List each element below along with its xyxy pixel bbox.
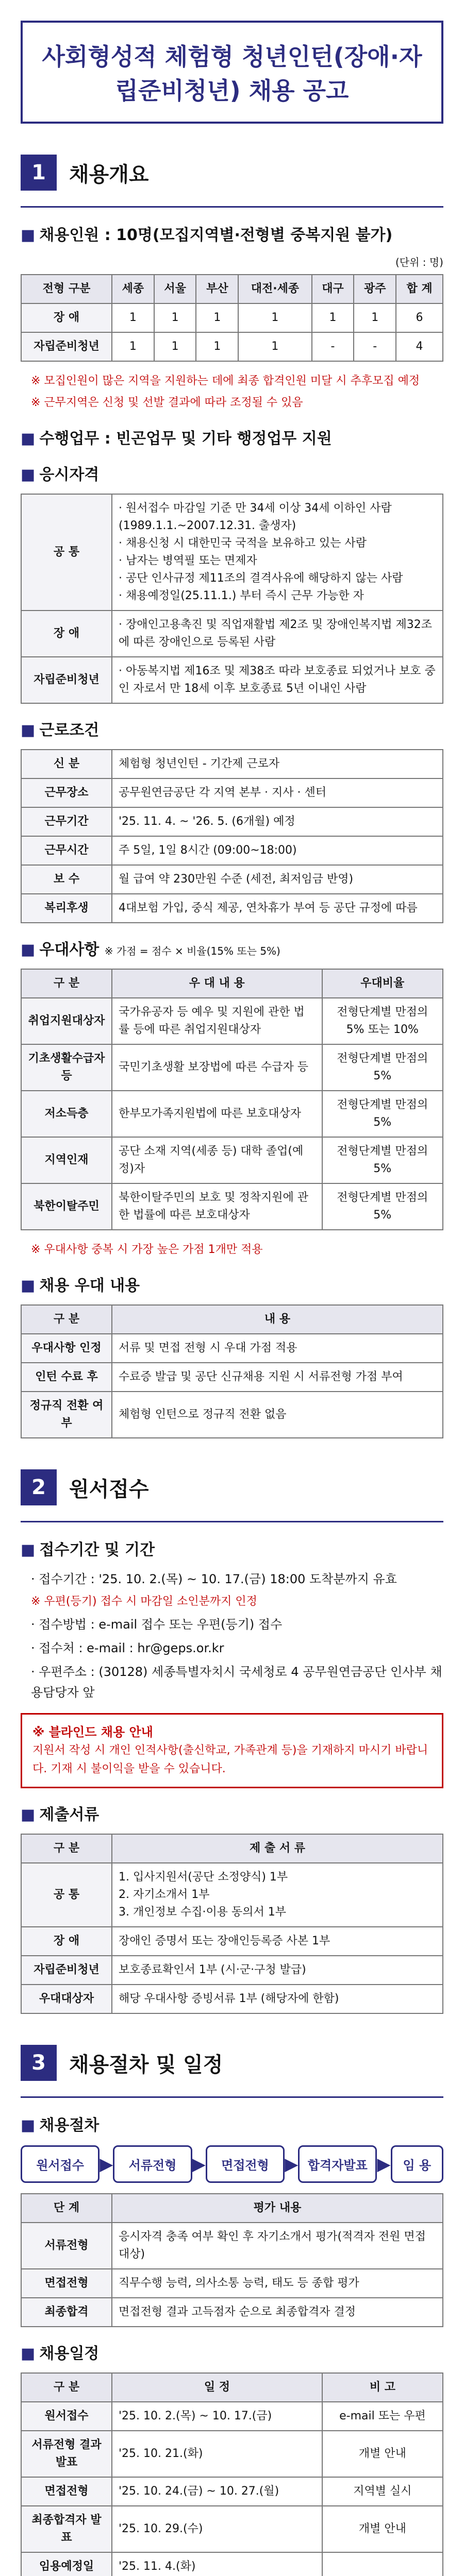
conditions-table [21,749,443,923]
notice-title: ※ 블라인드 채용 안내 [32,1725,153,1739]
square-bullet-icon: ■ [21,430,36,448]
square-bullet-icon: ■ [21,1277,36,1295]
table-cell: 공무원연금공단 각 지역 본부 · 지사 · 센터 [112,778,443,807]
section-title [21,155,443,191]
table-cell: 공 통 [21,1863,112,1927]
table-cell: 취업지원대상자 [21,998,112,1044]
table-cell: 해당 우대사항 증빙서류 1부 (해당자에 한함) [112,1985,443,2013]
section-procedure [21,2045,443,2576]
preference-text: 우대사항 [39,941,100,959]
blind-recruit-notice [21,1713,443,1788]
table-cell: '25. 11. 4.(화) [112,2552,322,2576]
table-cell: 근무장소 [21,778,112,807]
table-cell: 1 [196,332,238,361]
section-recruit-overview [21,155,443,1438]
section-number: 1 [21,155,57,191]
table-row [21,303,443,332]
table-cell: 장애인 증명서 또는 장애인등록증 사본 1부 [112,1927,443,1956]
table-cell: 북한이탈주민의 보호 및 정착지원에 관한 법률에 따른 보호대상자 [112,1183,322,1230]
note-text: ※ 우대사항 중복 시 가장 높은 가점 1개만 적용 [31,1243,263,1256]
table-cell: 서류전형 [21,2223,112,2269]
table-cell: 복리후생 [21,894,112,923]
table-cell: 장 애 [21,1927,112,1956]
table-header: 광주 [354,275,396,303]
table-cell: 보호종료확인서 1부 (시·군·구청 발급) [112,1956,443,1985]
arrow-right-icon: ▶ [100,2154,113,2175]
recruit-table [21,274,443,362]
section-title [21,1469,443,1505]
method-value: · 접수방법 : e-mail 접수 또는 우편(등기) 접수 [31,1617,283,1632]
table-cell: 국민기초생활 보장법에 따른 수급자 등 [112,1044,322,1091]
table-cell: 자립준비청년 [21,657,112,703]
table-cell: 면접전형 [21,2269,112,2298]
address-value: · 우편주소 : (30128) 세종특별자치시 국세청로 4 공무원연금공단 인사부 채용담당자 앞 [31,1665,442,1700]
table-cell: 1 [154,303,196,332]
conditions-heading [21,717,443,740]
table-header: 대전·세종 [238,275,311,303]
square-bullet-icon: ■ [21,226,36,244]
table-cell: 수료증 발급 및 공단 신규채용 지원 시 서류전형 가점 부여 [112,1363,443,1392]
period-value: · 접수기간 : '25. 10. 2.(목) ~ 10. 17.(금) 18:00 도착분까지 유효 [31,1572,397,1586]
table-row [21,1927,443,1956]
table-cell: e-mail 또는 우편 [322,2402,443,2431]
table-header: 부산 [196,275,238,303]
table-header-row [21,1834,443,1863]
table-cell: 정규직 전환 여부 [21,1392,112,1438]
table-header: 세종 [112,275,154,303]
table-header: 구 분 [21,969,112,998]
table-header: 구 분 [21,1834,112,1863]
table-header: 구 분 [21,2373,112,2402]
recruit-count-text: 채용인원 : 10명(모집지역별·전형별 중복지원 불가) [39,226,393,244]
table-cell: 월 급여 약 230만원 수준 (세전, 최저임금 반영) [112,865,443,894]
qualification-table [21,494,443,704]
note-text: ※ 우편(등기) 접수 시 마감일 소인분까지 인정 [31,1595,257,1608]
table-row [21,1183,443,1230]
table-cell: 국가유공자 등 예우 및 지원에 관한 법률 등에 따른 취업지원대상자 [112,998,322,1044]
table-cell: 1 [112,332,154,361]
table-cell: 1 [238,332,311,361]
recruit-count-heading [21,222,443,245]
note-text: ※ 근무지역은 신청 및 선발 결과에 따라 조정될 수 있음 [31,396,303,409]
arrow-right-icon: ▶ [285,2154,299,2175]
table-row [21,1137,443,1183]
table-row [21,332,443,361]
table-row [21,1044,443,1091]
table-cell: 자립준비청년 [21,332,112,361]
benefit-table [21,1304,443,1438]
table-cell: 체험형 인턴으로 정규직 전환 없음 [112,1392,443,1438]
table-cell: 근무시간 [21,836,112,865]
table-header: 합 계 [396,275,443,303]
table-cell: 응시자격 충족 여부 확인 후 자기소개서 평가(적격자 전원 면접 대상) [112,2223,443,2269]
table-cell: 원서접수 [21,2402,112,2431]
qualification-heading [21,462,443,484]
table-cell: - [354,332,396,361]
table-cell: · 원서접수 마감일 기준 만 34세 이상 34세 이하인 사람(1989.1.1.~2007.12.31. 출생자) · 채용신청 시 대한민국 국적을 보유하고 있는 사람 · 남자는 병역필 또는 면제자 · 공단 인사규정 제11조의 결격사유에 해당하지 않는 사람 · 채용예정일(25.11.1.) 부터 즉시 근무 가능한 자 [112,494,443,611]
table-header: 우 대 내 용 [112,969,322,998]
table-cell [322,2552,443,2576]
table-header: 내 용 [112,1305,443,1334]
square-bullet-icon: ■ [21,721,36,739]
procedure-text: 채용절차 [39,2116,100,2134]
table-cell: 우대사항 인정 [21,1334,112,1363]
table-header: 대구 [312,275,354,303]
table-row [21,778,443,807]
table-cell: 면접전형 결과 고득점자 순으로 최종합격자 결정 [112,2298,443,2327]
table-row [21,836,443,865]
table-cell: 보 수 [21,865,112,894]
square-bullet-icon: ■ [21,941,36,959]
table-row [21,998,443,1044]
table-row [21,1363,443,1392]
table-cell: 전형단계별 만점의 5% [322,1091,443,1137]
table-cell: 주 5일, 1일 8시간 (09:00~18:00) [112,836,443,865]
table-cell: 근무기간 [21,807,112,836]
table-header: 단 계 [21,2194,112,2223]
preference-heading [21,937,443,959]
table-row [21,894,443,923]
table-cell: 장 애 [21,611,112,657]
table-row [21,807,443,836]
table-row [21,1956,443,1985]
table-cell: 저소득층 [21,1091,112,1137]
table-cell: 6 [396,303,443,332]
square-bullet-icon: ■ [21,1806,36,1824]
table-cell: 전형단계별 만점의 5% [322,1183,443,1230]
table-cell: 지역인재 [21,1137,112,1183]
section-name: 원서접수 [69,1477,149,1501]
table-cell: 전형단계별 만점의 5% [322,1044,443,1091]
flow-step: 서류전형 [113,2145,192,2183]
table-cell: 공단 소재 지역(세종 등) 대학 졸업(예정)자 [112,1137,322,1183]
documents-table [21,1834,443,2014]
table-row [21,2477,443,2506]
divider [21,2096,443,2098]
notice-text: 지원서 작성 시 개인 인적사항(출신학교, 가족관계 등)을 기재하지 마시기 바랍니다. 기재 시 불이익을 받을 수 있습니다. [32,1744,428,1775]
table-cell: · 장애인고용촉진 및 직업재활법 제2조 및 장애인복지법 제32조에 따른 장애인으로 등록된 사람 [112,611,443,657]
table-row [21,865,443,894]
table-cell: 1. 입사지원서(공단 소정양식) 1부 2. 자기소개서 1부 3. 개인정보 수집·이용 동의서 1부 [112,1863,443,1927]
divider [21,206,443,208]
table-header-row [21,1305,443,1334]
table-cell: · 아동복지법 제16조 및 제38조 따라 보호종료 되었거나 보호 중인 자로서 만 18세 이후 보호종료 5년 이내인 사람 [112,657,443,703]
page-title: 사회형성적 체험형 청년인턴(장애·자립준비청년) 채용 공고 [21,21,443,124]
procedure-flow [21,2145,443,2183]
period-heading [21,1537,443,1560]
table-header: 구 분 [21,1305,112,1334]
table-cell: 4대보험 가입, 중식 제공, 연차휴가 부여 등 공단 규정에 따름 [112,894,443,923]
table-cell: 1 [354,303,396,332]
benefit-text: 채용 우대 내용 [39,1277,140,1295]
table-row [21,1392,443,1438]
table-row [21,494,443,611]
preference-note: ※ 가점 = 점수 × 비율(15% 또는 5%) [104,945,280,957]
table-row [21,2402,443,2431]
table-cell: '25. 10. 29.(수) [112,2506,322,2552]
section-title [21,2045,443,2081]
table-cell: 임용예정일 [21,2552,112,2576]
table-cell: 장 애 [21,303,112,332]
section-number: 3 [21,2045,57,2081]
table-cell: 최종합격 [21,2298,112,2327]
table-row [21,750,443,778]
table-cell: 기초생활수급자 등 [21,1044,112,1091]
table-cell: 우대대상자 [21,1985,112,2013]
table-cell: - [312,332,354,361]
table-cell: '25. 10. 2.(목) ~ 10. 17.(금) [112,2402,322,2431]
table-header-row [21,275,443,303]
arrow-right-icon: ▶ [192,2154,206,2175]
documents-text: 제출서류 [39,1806,100,1824]
flow-step: 원서접수 [21,2145,100,2183]
table-cell: 1 [238,303,311,332]
table-row [21,2223,443,2269]
period-text: 접수기간 및 기간 [39,1541,155,1559]
note-text: ※ 모집인원이 많은 지역을 지원하는 데에 최종 합격인원 미달 시 추후모집 예정 [31,375,420,387]
flow-step: 면접전형 [206,2145,285,2183]
square-bullet-icon: ■ [21,1541,36,1559]
table-cell: 직무수행 능력, 의사소통 능력, 태도 등 종합 평가 [112,2269,443,2298]
table-cell: 면접전형 [21,2477,112,2506]
table-row [21,2269,443,2298]
work-heading [21,426,443,448]
table-row [21,2298,443,2327]
table-cell: 개별 안내 [322,2506,443,2552]
table-cell: 1 [112,303,154,332]
flow-step: 임 용 [391,2145,443,2183]
flow-step: 합격자발표 [298,2145,377,2183]
table-cell: 북한이탈주민 [21,1183,112,1230]
table-cell: 자립준비청년 [21,1956,112,1985]
table-row [21,1985,443,2013]
table-cell: 최종합격자 발표 [21,2506,112,2552]
table-cell: '25. 10. 21.(화) [112,2431,322,2477]
conditions-text: 근로조건 [39,721,100,739]
table-cell: 공 통 [21,494,112,611]
table-row [21,2506,443,2552]
table-header: 서울 [154,275,196,303]
section-application [21,1469,443,2014]
email-value: · 접수처 : e-mail : hr@geps.or.kr [31,1641,224,1655]
table-cell: 한부모가족지원법에 따른 보호대상자 [112,1091,322,1137]
table-header: 전형 구분 [21,275,112,303]
table-cell: 신 분 [21,750,112,778]
table-header-row [21,2194,443,2223]
table-header: 일 정 [112,2373,322,2402]
table-row [21,1334,443,1363]
table-header: 제 출 서 류 [112,1834,443,1863]
table-cell: 서류전형 결과발표 [21,2431,112,2477]
table-cell: 1 [154,332,196,361]
table-cell: 개별 안내 [322,2431,443,2477]
table-header: 비 고 [322,2373,443,2402]
table-cell: 1 [196,303,238,332]
section-number: 2 [21,1469,57,1505]
table-row [21,2431,443,2477]
qualification-text: 응시자격 [39,466,100,484]
arrow-right-icon: ▶ [377,2154,391,2175]
procedure-table [21,2193,443,2327]
table-cell: 인턴 수료 후 [21,1363,112,1392]
table-cell: 서류 및 면접 전형 시 우대 가점 적용 [112,1334,443,1363]
preference-table [21,969,443,1230]
schedule-table [21,2372,443,2576]
table-row [21,1863,443,1927]
work-text: 수행업무 : 빈곤업무 및 기타 행정업무 지원 [39,430,332,448]
schedule-heading [21,2341,443,2363]
table-header-row [21,969,443,998]
table-row [21,611,443,657]
table-cell: 전형단계별 만점의 5% 또는 10% [322,998,443,1044]
procedure-heading [21,2112,443,2135]
table-cell: '25. 10. 24.(금) ~ 10. 27.(월) [112,2477,322,2506]
table-header: 평가 내용 [112,2194,443,2223]
divider [21,1521,443,1522]
documents-heading [21,1802,443,1824]
table-row [21,1091,443,1137]
table-header-row [21,2373,443,2402]
table-cell: 전형단계별 만점의 5% [322,1137,443,1183]
square-bullet-icon: ■ [21,2116,36,2134]
table-cell: 4 [396,332,443,361]
square-bullet-icon: ■ [21,466,36,484]
table-row [21,2552,443,2576]
schedule-text: 채용일정 [39,2345,100,2363]
table-cell: 지역별 실시 [322,2477,443,2506]
table-cell: 1 [312,303,354,332]
table-row [21,657,443,703]
section-name: 채용개요 [69,162,149,187]
table-cell: 체험형 청년인턴 - 기간제 근로자 [112,750,443,778]
unit-label: (단위 : 명) [395,256,443,268]
table-header: 우대비율 [322,969,443,998]
table-cell: '25. 11. 4. ~ '26. 5. (6개월) 예정 [112,807,443,836]
section-name: 채용절차 및 일정 [69,2053,223,2077]
square-bullet-icon: ■ [21,2345,36,2363]
benefit-heading [21,1273,443,1295]
